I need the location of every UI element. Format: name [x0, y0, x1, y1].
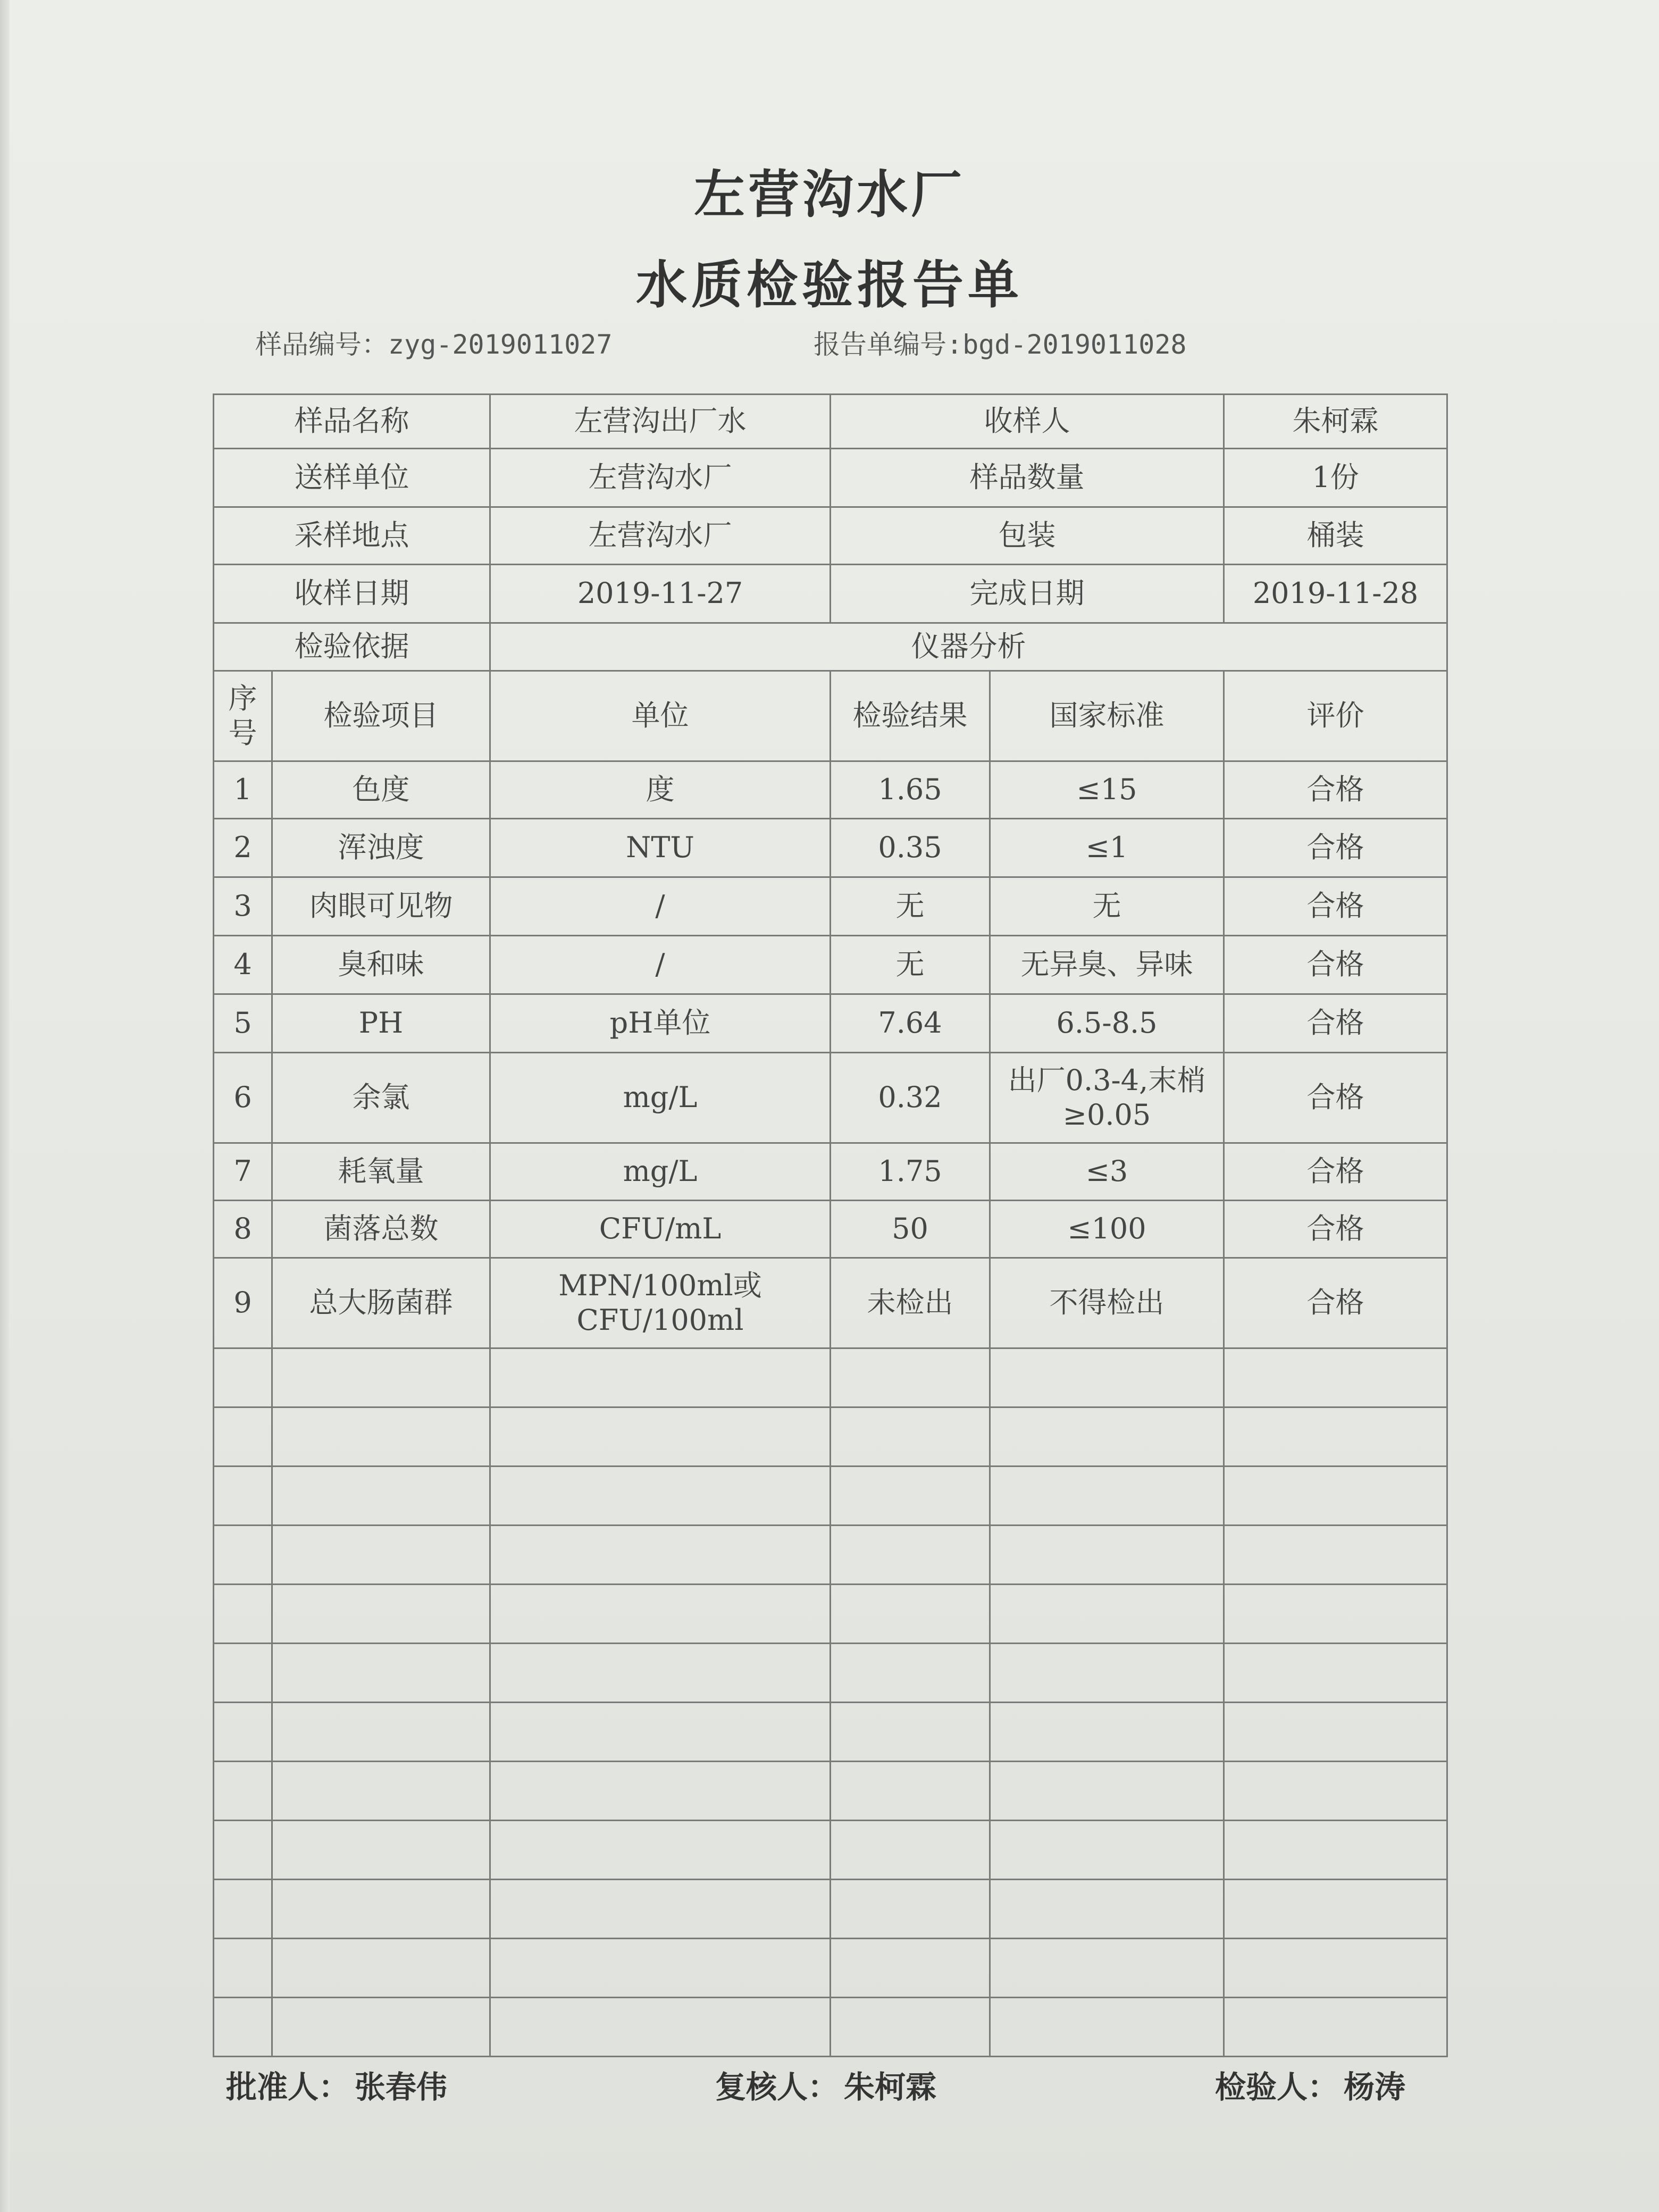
inspector-name: 杨涛 — [1344, 2069, 1406, 2105]
data-rows — [214, 761, 1447, 1348]
sample-name-value: 左营沟出厂水 — [490, 395, 831, 449]
reviewer-name: 朱柯霖 — [844, 2069, 937, 2105]
row-item: 总大肠菌群 — [272, 1258, 490, 1348]
blank-cell — [272, 1585, 490, 1644]
blank-cell — [214, 1467, 272, 1526]
paper-edge — [0, 0, 10, 2212]
table-row — [214, 1053, 1447, 1143]
blank-cell — [831, 1939, 990, 1998]
row-unit: NTU — [490, 819, 831, 877]
row-evaluation: 合格 — [1224, 819, 1447, 877]
table-row — [214, 761, 1447, 819]
table-row — [214, 936, 1447, 994]
received-date-label: 收样日期 — [214, 565, 490, 623]
sample-name-label: 样品名称 — [214, 395, 490, 449]
row-unit: 度 — [490, 761, 831, 819]
row-no: 6 — [214, 1053, 272, 1143]
row-standard: 无 — [990, 877, 1224, 936]
blank-cell — [490, 1703, 831, 1762]
blank-cell — [990, 1703, 1224, 1762]
row-no: 7 — [214, 1143, 272, 1201]
blank-row — [214, 1348, 1447, 1407]
blank-cell — [990, 1644, 1224, 1703]
blank-row — [214, 1939, 1447, 1998]
row-no: 2 — [214, 819, 272, 877]
blank-cell — [490, 1526, 831, 1585]
blank-cell — [272, 1939, 490, 1998]
blank-cell — [272, 1348, 490, 1407]
table-row — [214, 1201, 1447, 1258]
row-evaluation: 合格 — [1224, 1201, 1447, 1258]
table-row — [214, 1143, 1447, 1201]
col-header-result: 检验结果 — [831, 671, 990, 761]
basis-value: 仪器分析 — [490, 623, 1447, 671]
blank-cell — [831, 1348, 990, 1407]
blank-cell — [990, 1821, 1224, 1880]
row-evaluation: 合格 — [1224, 877, 1447, 936]
row-item: 余氯 — [272, 1053, 490, 1143]
basis-label: 检验依据 — [214, 623, 490, 671]
row-evaluation: 合格 — [1224, 1143, 1447, 1201]
blank-cell — [272, 1821, 490, 1880]
packaging-value: 桶装 — [1224, 507, 1447, 565]
info-row-dates — [214, 565, 1447, 623]
row-standard: ≤100 — [990, 1201, 1224, 1258]
blank-cell — [831, 1407, 990, 1467]
sender-value: 左营沟水厂 — [490, 449, 831, 507]
blank-cell — [1224, 1762, 1447, 1821]
table-row — [214, 877, 1447, 936]
quantity-label: 样品数量 — [831, 449, 1224, 507]
blank-cell — [990, 1762, 1224, 1821]
blank-row — [214, 1998, 1447, 2057]
blank-cell — [490, 1762, 831, 1821]
row-unit: / — [490, 936, 831, 994]
row-evaluation: 合格 — [1224, 761, 1447, 819]
blank-cell — [831, 1821, 990, 1880]
blank-cell — [831, 1585, 990, 1644]
row-standard: ≤1 — [990, 819, 1224, 877]
info-row-sender — [214, 449, 1447, 507]
blank-cell — [1224, 1821, 1447, 1880]
row-no: 3 — [214, 877, 272, 936]
blank-cell — [1224, 1467, 1447, 1526]
col-header-no: 序号 — [214, 671, 272, 761]
row-standard: 不得检出 — [990, 1258, 1224, 1348]
sample-number: 样品编号：zyg-2019011027 — [255, 329, 613, 360]
blank-cell — [490, 1821, 831, 1880]
inspector-label: 检验人： — [1215, 2069, 1339, 2105]
completed-date-value: 2019-11-28 — [1224, 565, 1447, 623]
blank-cell — [990, 1467, 1224, 1526]
receiver-label: 收样人 — [831, 395, 1224, 449]
blank-cell — [990, 1526, 1224, 1585]
row-no: 4 — [214, 936, 272, 994]
row-result: 7.64 — [831, 994, 990, 1053]
approver-name: 张春伟 — [355, 2069, 448, 2105]
info-row-location — [214, 507, 1447, 565]
blank-cell — [990, 1348, 1224, 1407]
row-unit: pH单位 — [490, 994, 831, 1053]
blank-cell — [214, 1821, 272, 1880]
row-no: 9 — [214, 1258, 272, 1348]
blank-cell — [990, 1880, 1224, 1939]
blank-row — [214, 1821, 1447, 1880]
row-standard: 出厂0.3-4,末梢≥0.05 — [990, 1053, 1224, 1143]
reviewer-signature — [715, 2062, 936, 2107]
row-item: 色度 — [272, 761, 490, 819]
doc-title: 水质检验报告单 — [636, 255, 1023, 315]
blank-cell — [490, 1998, 831, 2057]
received-date-value: 2019-11-27 — [490, 565, 831, 623]
report-table — [213, 393, 1448, 2057]
blank-row — [214, 1703, 1447, 1762]
org-title: 左营沟水厂 — [694, 164, 965, 224]
col-header-standard: 国家标准 — [990, 671, 1224, 761]
row-evaluation: 合格 — [1224, 1258, 1447, 1348]
blank-cell — [490, 1407, 831, 1467]
row-evaluation: 合格 — [1224, 936, 1447, 994]
blank-cell — [214, 1407, 272, 1467]
row-item: 浑浊度 — [272, 819, 490, 877]
blank-cell — [831, 1644, 990, 1703]
blank-cell — [1224, 1880, 1447, 1939]
table-row — [214, 819, 1447, 877]
row-unit: MPN/100ml或CFU/100ml — [490, 1258, 831, 1348]
approver-signature — [226, 2062, 447, 2107]
row-result: 50 — [831, 1201, 990, 1258]
completed-date-label: 完成日期 — [831, 565, 1224, 623]
blank-cell — [1224, 1526, 1447, 1585]
blank-cell — [990, 1407, 1224, 1467]
row-standard: ≤15 — [990, 761, 1224, 819]
blank-cell — [272, 1703, 490, 1762]
inspector-signature — [1215, 2062, 1405, 2107]
row-no: 8 — [214, 1201, 272, 1258]
blank-cell — [1224, 1585, 1447, 1644]
col-header-evaluation: 评价 — [1224, 671, 1447, 761]
row-unit: mg/L — [490, 1053, 831, 1143]
row-result: 0.32 — [831, 1053, 990, 1143]
receiver-value: 朱柯霖 — [1224, 395, 1447, 449]
row-evaluation: 合格 — [1224, 1053, 1447, 1143]
row-standard: 无异臭、异味 — [990, 936, 1224, 994]
report-number: 报告单编号:bgd-2019011028 — [814, 329, 1187, 360]
blank-cell — [1224, 1703, 1447, 1762]
info-row-sample-name — [214, 395, 1447, 449]
blank-cell — [990, 1939, 1224, 1998]
blank-cell — [490, 1644, 831, 1703]
row-standard: 6.5-8.5 — [990, 994, 1224, 1053]
blank-row — [214, 1880, 1447, 1939]
blank-cell — [1224, 1998, 1447, 2057]
blank-cell — [214, 1880, 272, 1939]
blank-cell — [990, 1585, 1224, 1644]
blank-row — [214, 1585, 1447, 1644]
blank-cell — [214, 1998, 272, 2057]
reviewer-label: 复核人： — [715, 2069, 839, 2105]
blank-row — [214, 1644, 1447, 1703]
approver-label: 批准人： — [226, 2069, 350, 2105]
blank-cell — [831, 1998, 990, 2057]
row-evaluation: 合格 — [1224, 994, 1447, 1053]
blank-row — [214, 1467, 1447, 1526]
blank-cell — [1224, 1407, 1447, 1467]
col-header-unit: 单位 — [490, 671, 831, 761]
row-result: 无 — [831, 877, 990, 936]
blank-cell — [214, 1526, 272, 1585]
row-result: 1.65 — [831, 761, 990, 819]
blank-cell — [490, 1348, 831, 1407]
blank-cell — [490, 1467, 831, 1526]
packaging-label: 包装 — [831, 507, 1224, 565]
location-value: 左营沟水厂 — [490, 507, 831, 565]
blank-cell — [490, 1939, 831, 1998]
row-result: 0.35 — [831, 819, 990, 877]
blank-cell — [272, 1880, 490, 1939]
location-label: 采样地点 — [214, 507, 490, 565]
row-item: PH — [272, 994, 490, 1053]
column-header-row — [214, 671, 1447, 761]
row-no: 5 — [214, 994, 272, 1053]
blank-cell — [490, 1585, 831, 1644]
blank-cell — [990, 1998, 1224, 2057]
blank-cell — [1224, 1644, 1447, 1703]
blank-cell — [831, 1526, 990, 1585]
blank-cell — [214, 1762, 272, 1821]
row-no: 1 — [214, 761, 272, 819]
blank-cell — [272, 1407, 490, 1467]
row-result: 1.75 — [831, 1143, 990, 1201]
blank-cell — [831, 1467, 990, 1526]
blank-cell — [272, 1644, 490, 1703]
blank-cell — [214, 1644, 272, 1703]
blank-cell — [1224, 1939, 1447, 1998]
row-standard: ≤3 — [990, 1143, 1224, 1201]
blank-cell — [1224, 1348, 1447, 1407]
info-row-basis — [214, 623, 1447, 671]
blank-row — [214, 1526, 1447, 1585]
blank-cell — [831, 1762, 990, 1821]
col-header-item: 检验项目 — [272, 671, 490, 761]
table-row — [214, 1258, 1447, 1348]
blank-row — [214, 1407, 1447, 1467]
row-unit: mg/L — [490, 1143, 831, 1201]
blank-cell — [272, 1467, 490, 1526]
blank-cell — [272, 1998, 490, 2057]
row-result: 无 — [831, 936, 990, 994]
blank-cell — [831, 1703, 990, 1762]
sender-label: 送样单位 — [214, 449, 490, 507]
blank-cell — [214, 1703, 272, 1762]
blank-cell — [272, 1762, 490, 1821]
blank-cell — [831, 1880, 990, 1939]
quantity-value: 1份 — [1224, 449, 1447, 507]
blank-cell — [490, 1880, 831, 1939]
row-unit: CFU/mL — [490, 1201, 831, 1258]
row-unit: / — [490, 877, 831, 936]
row-item: 肉眼可见物 — [272, 877, 490, 936]
row-item: 臭和味 — [272, 936, 490, 994]
blank-cell — [272, 1526, 490, 1585]
row-item: 菌落总数 — [272, 1201, 490, 1258]
row-result: 未检出 — [831, 1258, 990, 1348]
blank-cell — [214, 1348, 272, 1407]
blank-rows — [214, 1348, 1447, 2057]
blank-row — [214, 1762, 1447, 1821]
table-row — [214, 994, 1447, 1053]
blank-cell — [214, 1939, 272, 1998]
blank-cell — [214, 1585, 272, 1644]
row-item: 耗氧量 — [272, 1143, 490, 1201]
